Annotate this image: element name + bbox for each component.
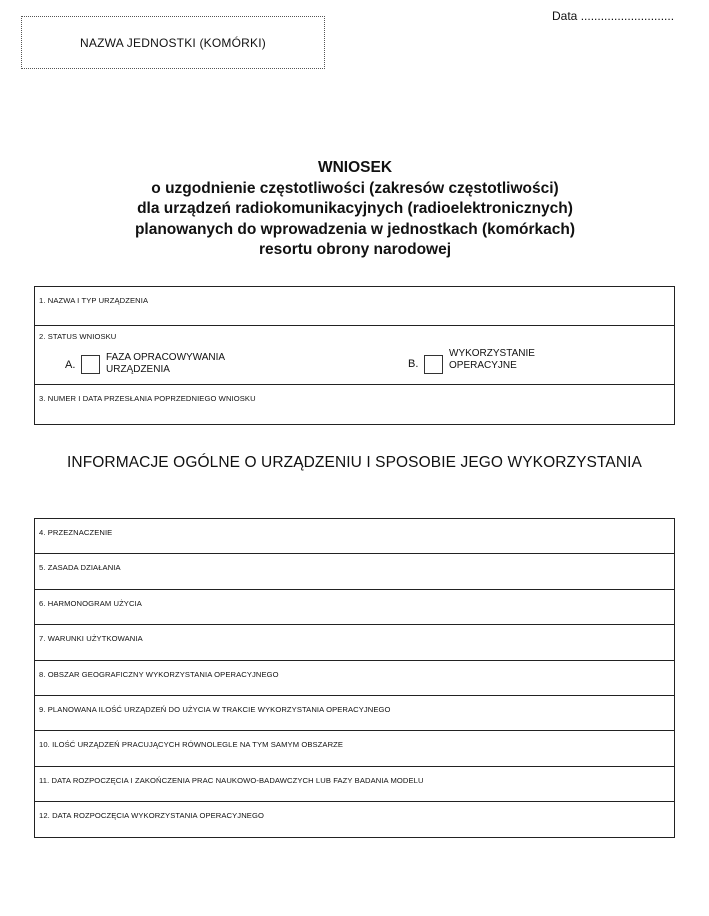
option-b-checkbox[interactable] [424, 355, 443, 374]
field-previous-application[interactable] [35, 385, 674, 424]
field-planned-device-count[interactable] [35, 696, 674, 731]
field-label: 3. NUMER I DATA PRZESŁANIA POPRZEDNIEGO WNIOSKU [39, 394, 256, 403]
field-label: 11. DATA ROZPOCZĘCIA I ZAKOŃCZENIA PRAC NAUKOWO-BADAWCZYCH LUB FAZY BADANIA MODELU [39, 775, 424, 785]
title-line: o uzgodnienie częstotliwości (zakresów częstotliwości) [151, 179, 559, 197]
general-info-table [34, 518, 675, 838]
title-line: dla urządzeń radiokomunikacyjnych (radioelektronicznych) [137, 200, 573, 217]
field-application-status [35, 326, 674, 385]
date-placeholder[interactable]: ............................ [580, 9, 675, 23]
field-parallel-device-count[interactable] [35, 731, 674, 766]
field-label: 12. DATA ROZPOCZĘCIA WYKORZYSTANIA OPERACYJNEGO [39, 811, 264, 821]
field-label: 10. ILOŚĆ URZĄDZEŃ PRACUJĄCYCH RÓWNOLEGLE NA TYM SAMYM OBSZARZE [39, 740, 344, 750]
date-field[interactable] [552, 9, 674, 23]
field-label: 4. PRZEZNACZENIE [39, 528, 113, 537]
field-label: 7. WARUNKI UŻYTKOWANIA [39, 634, 143, 644]
field-label: 1. NAZWA I TYP URZĄDZENIA [39, 296, 149, 305]
field-operational-start-date[interactable] [35, 802, 674, 837]
section-heading: INFORMACJE OGÓLNE O URZĄDZENIU I SPOSOBIE JEGO WYKORZYSTANIA [67, 454, 642, 471]
option-b-letter: B. [408, 358, 419, 370]
option-a-checkbox[interactable] [81, 355, 100, 374]
field-usage-schedule[interactable] [35, 590, 674, 625]
field-label: 2. STATUS WNIOSKU [39, 332, 117, 341]
field-research-dates[interactable] [35, 767, 674, 802]
field-operating-principle[interactable] [35, 554, 674, 589]
unit-name-box[interactable] [21, 16, 325, 69]
option-a-label: FAZA OPRACOWYWANIA URZĄDZENIA [106, 352, 226, 375]
option-a-letter: A. [65, 359, 76, 371]
field-label: 6. HARMONOGRAM UŻYCIA [39, 598, 142, 608]
document-title [40, 158, 670, 261]
field-label: 9. PLANOWANA ILOŚĆ URZĄDZEŃ DO UŻYCIA W TRAKCIE WYKORZYSTANIA OPERACYJNEGO [39, 704, 391, 714]
title-line: planowanych do wprowadzenia w jednostkach (komórkach) [134, 220, 576, 238]
field-operating-conditions[interactable] [35, 625, 674, 660]
field-device-name[interactable] [35, 287, 674, 326]
title-line: resortu obrony narodowej [258, 241, 452, 258]
option-b-label: WYKORZYSTANIE OPERACYJNE [449, 348, 535, 371]
field-label: 5. ZASADA DZIAŁANIA [39, 563, 121, 573]
field-geographic-area[interactable] [35, 661, 674, 696]
field-purpose[interactable] [35, 519, 674, 554]
field-label: 8. OBSZAR GEOGRAFICZNY WYKORZYSTANIA OPERACYJNEGO [39, 669, 279, 679]
date-label: Data [552, 9, 578, 23]
title-line: WNIOSEK [317, 159, 393, 176]
application-details-table [34, 286, 675, 425]
unit-name-label: NAZWA JEDNOSTKI (KOMÓRKI) [80, 35, 266, 50]
